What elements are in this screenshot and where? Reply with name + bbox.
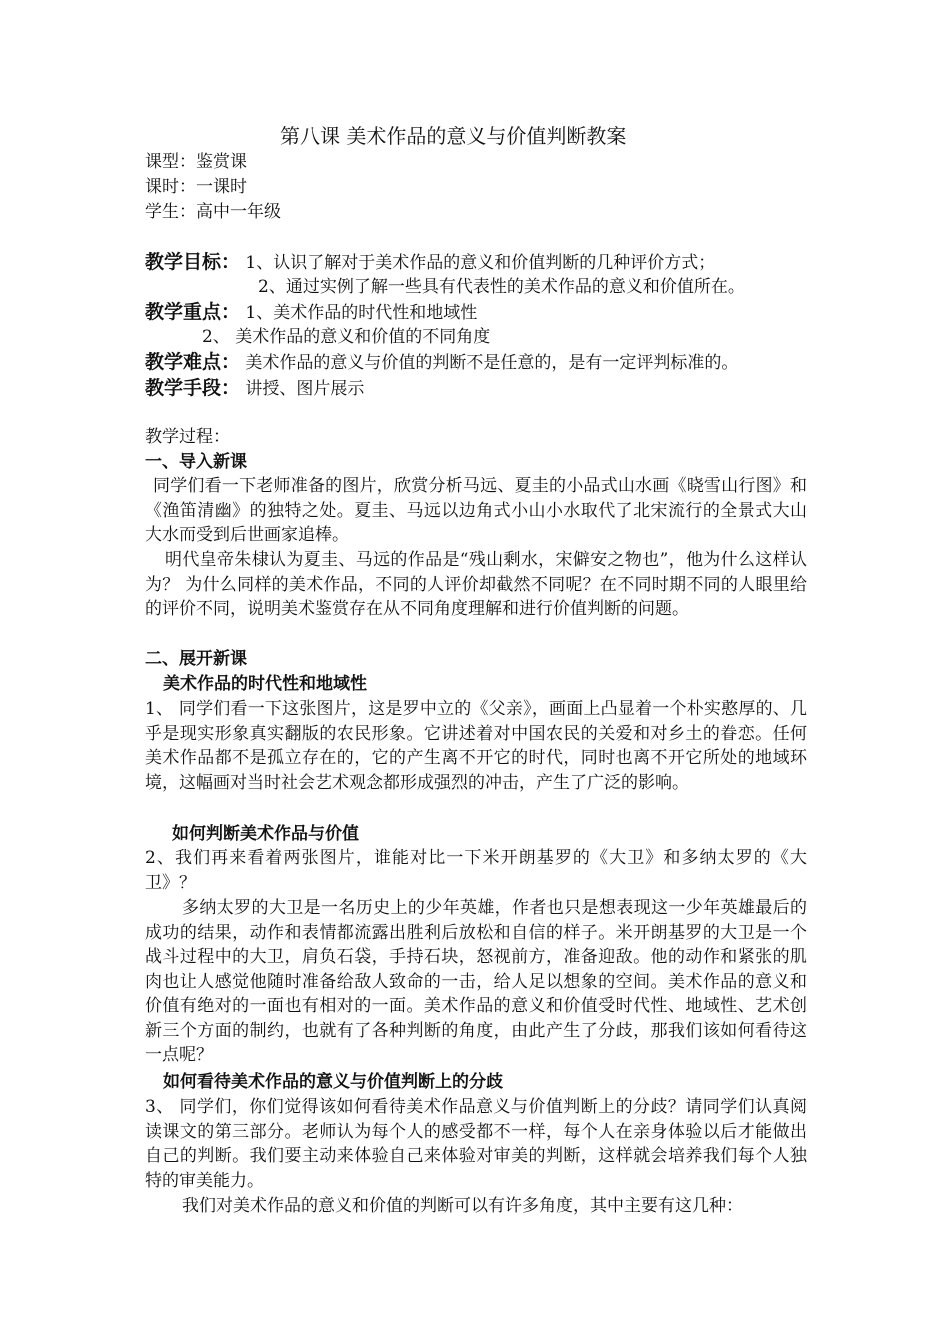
methods-text: 讲授、图片展示 xyxy=(245,379,365,399)
difficulty-row xyxy=(145,350,738,375)
document-title: 第八课 美术作品的意义与价值判断教案 xyxy=(280,124,627,148)
lesson-duration: 课时：一课时 xyxy=(145,177,247,197)
subheading-era-region: 美术作品的时代性和地域性 xyxy=(163,674,367,694)
section-2-heading: 二、展开新课 xyxy=(145,649,247,669)
section-2-paragraph-3: 多纳太罗的大卫是一名历史上的少年英雄，作者也只是想表现这一少年英雄最后的成功的结果，动作和表情都流露出胜利后放松和自信的样子。米开朗基罗的大卫是一个战斗过程中的大卫，肩负石袋，手持石块，怒视前方，准备迎敌。他的动作和紧张的肌肉也让人感觉他随时准备给敌人致命的一击，给人足以想象的空间。美术作品的意义和价值有绝对的一面也有相对的一面。美术作品的意义和价值受时代性、地域性、艺术创新三个方面的制约，也就有了各种判断的角度，由此产生了分歧，那我们该如何看待这一点呢？ xyxy=(145,898,807,1065)
key-points-row xyxy=(145,300,477,325)
section-2-paragraph-4: 3、 同学们，你们觉得该如何看待美术作品意义与价值判断上的分歧？请同学们认真阅读课文的第三部分。老师认为每个人的感受都不一样，每个人在亲身体验以后才能做出自己的判断。我们要主动来体验自己来体验对审美的判断，这样就会培养我们每个人独特的审美能力。 xyxy=(145,1097,807,1191)
methods-label: 教学手段： xyxy=(145,377,241,399)
key-points-label: 教学重点： xyxy=(145,301,241,323)
objective-item-2: 2、通过实例了解一些具有代表性的美术作品的意义和价值所在。 xyxy=(258,277,745,297)
lesson-students: 学生：高中一年级 xyxy=(145,202,281,222)
objectives-row xyxy=(145,250,715,275)
section-1-paragraph-2: 明代皇帝朱棣认为夏圭、马远的作品是“残山剩水，宋僻安之物也”，他为什么这样认为？ 为什么同样的美术作品，不同的人评价却截然不同呢？在不同时期不同的人眼里给的评价不同，说明美术鉴赏存在从不同角度理解和进行价值判断的问题。 xyxy=(145,550,807,619)
difficulty-text: 美术作品的意义与价值的判断不是任意的，是有一定评判标准的。 xyxy=(245,353,739,373)
process-label: 教学过程： xyxy=(145,427,230,447)
section-2-paragraph-5: 我们对美术作品的意义和价值的判断可以有许多角度，其中主要有这几种： xyxy=(182,1196,743,1216)
section-2-paragraph-2: 2、我们再来看着两张图片，谁能对比一下米开朗基罗的《大卫》和多纳太罗的《大卫》？ xyxy=(145,848,807,893)
key-point-item-1: 1、美术作品的时代性和地域性 xyxy=(245,303,478,323)
lesson-type: 课型：鉴赏课 xyxy=(145,152,247,172)
objective-item-1: 1、认识了解对于美术作品的意义和价值判断的几种评价方式； xyxy=(245,253,716,273)
subheading-divergence: 如何看待美术作品的意义与价值判断上的分歧 xyxy=(163,1072,503,1092)
objectives-label: 教学目标： xyxy=(145,251,241,273)
difficulty-label: 教学难点： xyxy=(145,351,241,373)
section-2-paragraph-1: 1、 同学们看一下这张图片，这是罗中立的《父亲》，画面上凸显着一个朴实憨厚的、几乎是现实形象真实翻版的农民形象。它讲述着对中国农民的关爱和对乡土的眷恋。任何美术作品都不是孤立存在的，它的产生离不开它的时代，同时也离不开它所处的地域环境，这幅画对当时社会艺术观念都形成强烈的冲击，产生了广泛的影响。 xyxy=(145,699,807,793)
key-point-item-2: 2、 美术作品的意义和价值的不同角度 xyxy=(202,327,491,347)
methods-row xyxy=(145,376,364,401)
section-1-paragraph-1: 同学们看一下老师准备的图片，欣赏分析马远、夏圭的小品式山水画《晓雪山行图》和《渔笛清幽》的独特之处。夏圭、马远以边角式小山小水取代了北宋流行的全景式大山大水而受到后世画家追棒。 xyxy=(145,476,807,545)
section-1-heading: 一、导入新课 xyxy=(145,452,247,472)
subheading-judge-value: 如何判断美术作品与价值 xyxy=(172,824,359,844)
